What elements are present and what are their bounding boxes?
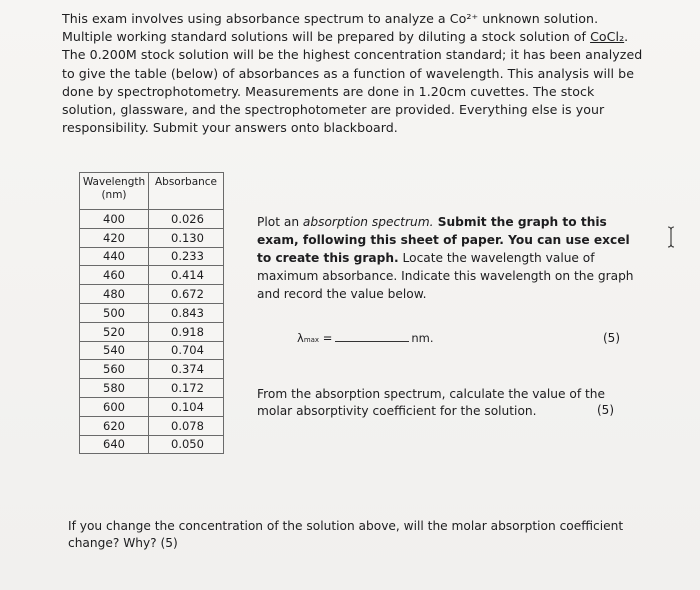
cell-absorbance: 0.104 xyxy=(149,397,224,416)
cell-absorbance: 0.026 xyxy=(149,210,224,229)
lambda-equals: = xyxy=(322,331,333,345)
cell-wavelength: 480 xyxy=(80,285,149,304)
points-lambda: (5) xyxy=(603,331,620,345)
table-row xyxy=(80,435,224,454)
table-row xyxy=(80,397,224,416)
cell-absorbance: 0.050 xyxy=(149,435,224,454)
absorbance-table xyxy=(79,172,224,454)
intro-text-start: This exam involves using absorbance spectrum to analyze a Co²⁺ unknown solution. Multiple working standard solutions will be prepared by diluting a stock solution of xyxy=(62,11,599,45)
formula-cocl2: CoCl₂ xyxy=(590,29,625,45)
header-absorbance: Absorbance xyxy=(149,173,224,210)
table-row xyxy=(80,285,224,304)
cell-absorbance: 0.704 xyxy=(149,341,224,360)
cell-wavelength: 560 xyxy=(80,360,149,379)
concentration-question xyxy=(68,518,638,552)
cell-absorbance: 0.843 xyxy=(149,303,224,322)
intro-text-end: . The 0.200M stock solution will be the highest concentration standard; it has been analyzed to give the table (below) of absorbances as a function of wavelength. This analysis will be done by spectrophotometry. Measurements are done in 1.20cm cuvettes. The stock solution, glassware, and the spectrophotometer are provided. Everything else is your responsibility. Submit your answers onto blackboard. xyxy=(62,29,643,136)
cell-absorbance: 0.374 xyxy=(149,360,224,379)
cell-wavelength: 600 xyxy=(80,397,149,416)
cell-wavelength: 640 xyxy=(80,435,149,454)
cell-wavelength: 580 xyxy=(80,379,149,398)
cell-absorbance: 0.130 xyxy=(149,228,224,247)
table-row xyxy=(80,416,224,435)
cell-wavelength: 540 xyxy=(80,341,149,360)
table-row xyxy=(80,341,224,360)
plot-instr-bold: Submit the graph to this exam, following this sheet of paper. You can use excel to create this graph. xyxy=(257,215,630,265)
table-row xyxy=(80,379,224,398)
table-row xyxy=(80,266,224,285)
calc-text: From the absorption spectrum, calculate the value of the molar absorptivity coefficient for the solution. xyxy=(257,387,605,418)
cell-wavelength: 500 xyxy=(80,303,149,322)
plot-instr-end: Locate the wavelength value of maximum absorbance. Indicate this wavelength on the graph and record the value below. xyxy=(257,251,634,301)
cell-wavelength: 400 xyxy=(80,210,149,229)
plot-instructions xyxy=(257,213,637,303)
cell-absorbance: 0.078 xyxy=(149,416,224,435)
lambda-subscript: max xyxy=(303,336,320,344)
plot-instr-start: Plot an xyxy=(257,215,303,229)
plot-instr-italic: absorption spectrum. xyxy=(302,215,434,229)
cell-wavelength: 420 xyxy=(80,228,149,247)
table-row xyxy=(80,210,224,229)
question-text: If you change the concentration of the solution above, will the molar absorption coefficient change? Why? (5) xyxy=(68,519,624,550)
table-row xyxy=(80,322,224,341)
cell-absorbance: 0.672 xyxy=(149,285,224,304)
lambda-symbol: λ xyxy=(297,331,304,345)
lambda-max-line xyxy=(297,331,434,345)
header-wavelength: Wavelength (nm) xyxy=(80,173,149,210)
cell-wavelength: 520 xyxy=(80,322,149,341)
lambda-unit: nm. xyxy=(411,331,434,345)
cell-wavelength: 440 xyxy=(80,247,149,266)
table-row xyxy=(80,247,224,266)
points-calc: (5) xyxy=(597,403,614,417)
table-row xyxy=(80,303,224,322)
cell-absorbance: 0.918 xyxy=(149,322,224,341)
cell-wavelength: 460 xyxy=(80,266,149,285)
cell-wavelength: 620 xyxy=(80,416,149,435)
cell-absorbance: 0.172 xyxy=(149,379,224,398)
table-row xyxy=(80,360,224,379)
table-row xyxy=(80,228,224,247)
cell-absorbance: 0.414 xyxy=(149,266,224,285)
cell-absorbance: 0.233 xyxy=(149,247,224,266)
lambda-answer-blank[interactable] xyxy=(335,332,409,342)
text-cursor-icon xyxy=(666,226,676,248)
intro-paragraph xyxy=(62,10,652,137)
molar-absorptivity-instructions xyxy=(257,386,637,420)
